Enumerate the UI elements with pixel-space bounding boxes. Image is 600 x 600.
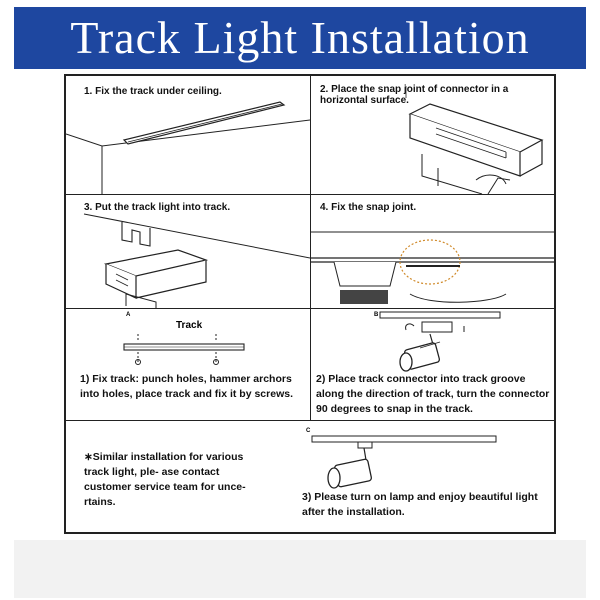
panel-c [66,420,554,532]
connector-illustration [310,76,554,194]
bottom-background [14,540,586,598]
panel-b-caption: 2) Place track connector into track groove along the direction of track, turn the connector 90 degrees to snap in the track. [316,373,550,415]
panel-a [66,308,310,420]
step-1-text: 1. Fix the track under ceiling. [84,86,222,97]
step-3-text: 3. Put the track light into track. [84,202,231,213]
step-4-panel [310,194,554,308]
panel-b [310,308,554,420]
panel-a-label: A [126,312,131,318]
snap-joint-illustration [310,194,554,308]
track-label: Track [176,320,203,331]
step-2-panel [310,76,554,194]
panel-c-caption: 3) Please turn on lamp and enjoy beautiful light after the installation. [302,491,538,518]
step-4-text: 4. Fix the snap joint. [320,202,417,213]
support-note: ∗Similar installation for various track light, ple- ase contact customer service team for unce- rtains. [84,451,246,508]
instruction-sheet [64,74,556,534]
page-title: Track Light Installation [14,7,586,69]
panel-c-label: C [306,428,311,434]
track-light-insert-illustration [66,194,310,308]
step-1-panel [66,76,310,194]
step-2-text: 2. Place the snap joint of connector in a horizontal surface. [320,84,509,106]
panel-b-label: B [374,312,379,318]
step-3-panel [66,194,310,308]
track-fixing-illustration [66,308,310,420]
connector-block [340,290,388,304]
ceiling-track-illustration [66,76,310,194]
panel-a-caption: 1) Fix track: punch holes, hammer archors into holes, place track and fix it by screws. [80,373,293,400]
